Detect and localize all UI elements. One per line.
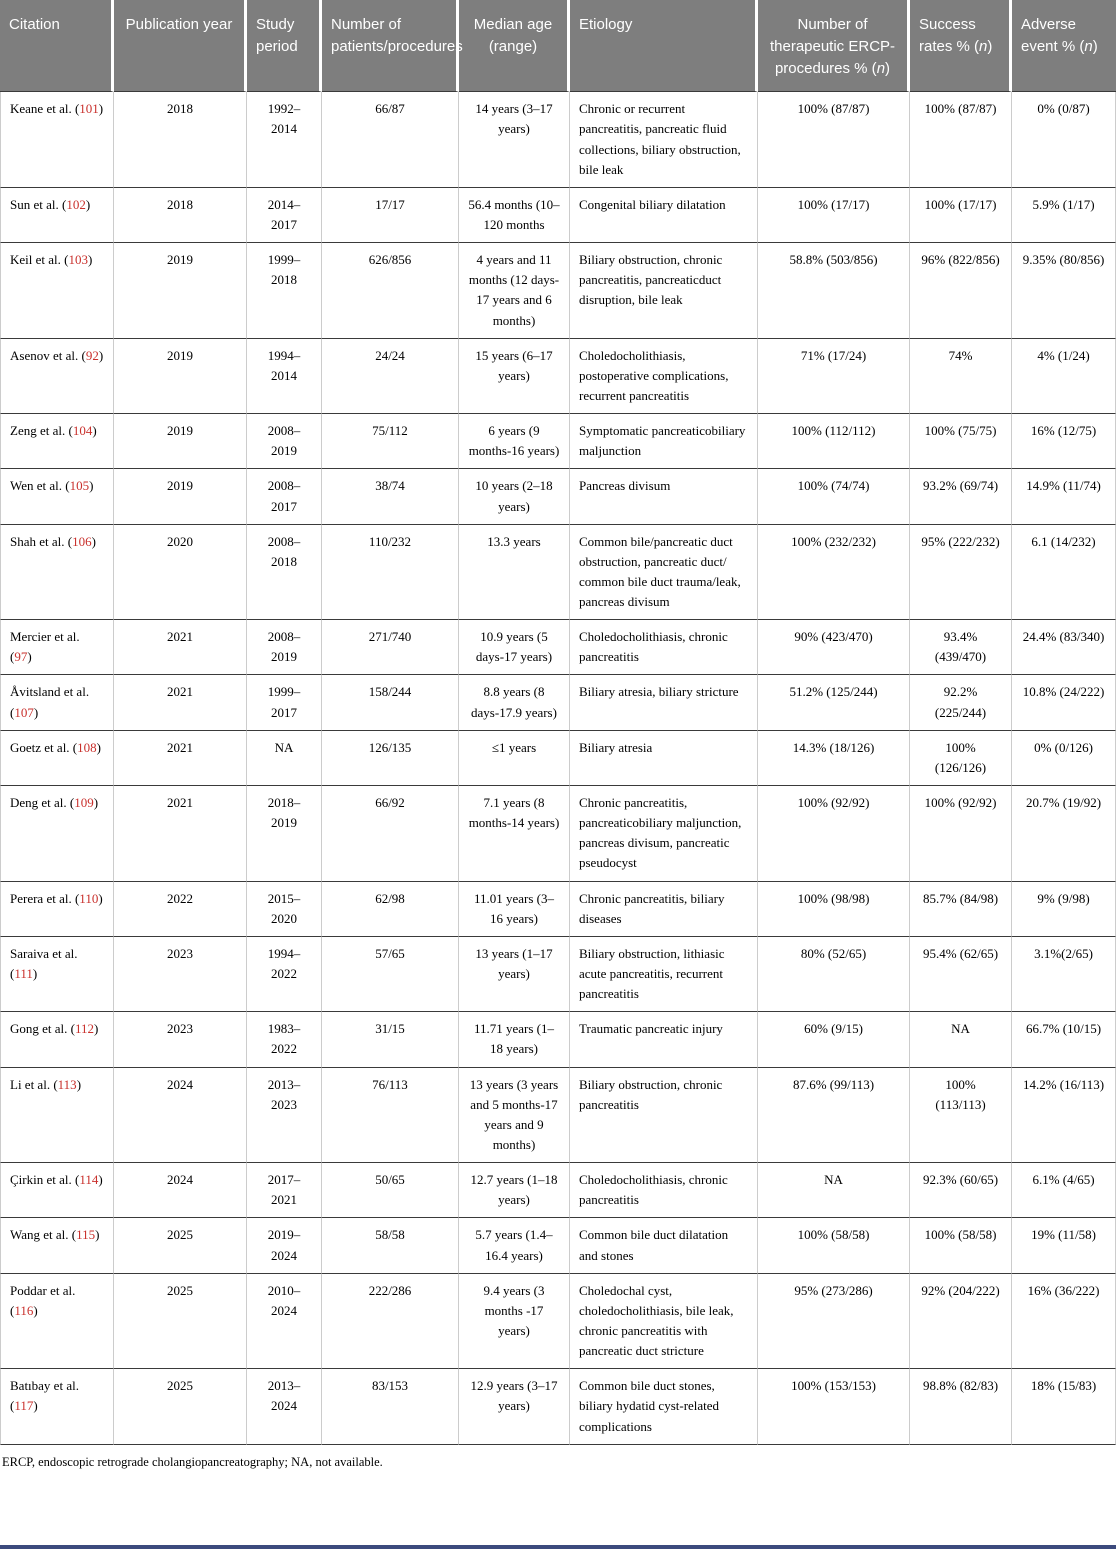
- etiology-cell: Traumatic pancreatic injury: [570, 1012, 758, 1067]
- success-rate-cell: 95% (222/232): [910, 525, 1012, 621]
- median-age-cell: 8.8 years (8 days-17.9 years): [459, 675, 570, 730]
- publication-year-cell: 2018: [114, 188, 247, 243]
- publication-year-cell: 2023: [114, 937, 247, 1012]
- publication-year-cell: 2019: [114, 414, 247, 469]
- therapeutic-ercp-cell: 100% (232/232): [758, 525, 910, 621]
- adverse-event-cell: 14.2% (16/113): [1012, 1068, 1116, 1164]
- patients-procedures-cell: 50/65: [322, 1163, 459, 1218]
- therapeutic-ercp-cell: 100% (17/17): [758, 188, 910, 243]
- column-header-period: Study period: [247, 0, 322, 92]
- publication-year-cell: 2024: [114, 1163, 247, 1218]
- median-age-cell: 6 years (9 months-16 years): [459, 414, 570, 469]
- citation-cell: Poddar et al. (116): [0, 1274, 114, 1370]
- success-rate-cell: 92.3% (60/65): [910, 1163, 1012, 1218]
- patients-procedures-cell: 31/15: [322, 1012, 459, 1067]
- median-age-cell: 5.7 years (1.4–16.4 years): [459, 1218, 570, 1273]
- citation-cell: Shah et al. (106): [0, 525, 114, 621]
- therapeutic-ercp-cell: 80% (52/65): [758, 937, 910, 1012]
- publication-year-cell: 2021: [114, 786, 247, 882]
- citation-cell: Deng et al. (109): [0, 786, 114, 882]
- median-age-cell: 15 years (6–17 years): [459, 339, 570, 414]
- therapeutic-ercp-cell: 60% (9/15): [758, 1012, 910, 1067]
- adverse-event-cell: 9% (9/98): [1012, 882, 1116, 937]
- table-row: [0, 525, 1116, 621]
- citation-cell: Wang et al. (115): [0, 1218, 114, 1273]
- median-age-cell: 9.4 years (3 months -17 years): [459, 1274, 570, 1370]
- table-footnote: ERCP, endoscopic retrograde cholangiopancreatography; NA, not available.: [2, 1454, 383, 1469]
- study-period-cell: 1999–2018: [247, 243, 322, 339]
- etiology-cell: Choledocholithiasis, chronic pancreatitis: [570, 1163, 758, 1218]
- column-header-patients: Number of patients/procedures: [322, 0, 459, 92]
- patients-procedures-cell: 57/65: [322, 937, 459, 1012]
- study-period-cell: 2008–2017: [247, 469, 322, 524]
- study-period-cell: 2013–2023: [247, 1068, 322, 1164]
- adverse-event-cell: 16% (36/222): [1012, 1274, 1116, 1370]
- median-age-cell: 56.4 months (10–120 months: [459, 188, 570, 243]
- success-rate-cell: 95.4% (62/65): [910, 937, 1012, 1012]
- patients-procedures-cell: 17/17: [322, 188, 459, 243]
- success-rate-cell: 85.7% (84/98): [910, 882, 1012, 937]
- therapeutic-ercp-cell: 51.2% (125/244): [758, 675, 910, 730]
- patients-procedures-cell: 626/856: [322, 243, 459, 339]
- median-age-cell: 12.7 years (1–18 years): [459, 1163, 570, 1218]
- column-header-success: Success rates % (n): [910, 0, 1012, 92]
- therapeutic-ercp-cell: 100% (98/98): [758, 882, 910, 937]
- median-age-cell: 13.3 years: [459, 525, 570, 621]
- citation-cell: Åvitsland et al. (107): [0, 675, 114, 730]
- citation-ref-link[interactable]: 104: [72, 423, 93, 439]
- adverse-event-cell: 0% (0/126): [1012, 731, 1116, 786]
- citation-ref-link[interactable]: 115: [76, 1227, 96, 1243]
- citation-cell: Keane et al. (101): [0, 92, 114, 188]
- publication-year-cell: 2020: [114, 525, 247, 621]
- table-head: [0, 0, 1116, 92]
- success-rate-cell: 100% (58/58): [910, 1218, 1012, 1273]
- success-rate-cell: 74%: [910, 339, 1012, 414]
- citation-cell: Wen et al. (105): [0, 469, 114, 524]
- success-rate-cell: 93.2% (69/74): [910, 469, 1012, 524]
- publication-year-cell: 2025: [114, 1218, 247, 1273]
- citation-ref-link[interactable]: 116: [14, 1302, 34, 1318]
- citation-ref-link[interactable]: 117: [14, 1398, 34, 1414]
- patients-procedures-cell: 66/87: [322, 92, 459, 188]
- etiology-cell: Biliary obstruction, lithiasic acute pancreatitis, recurrent pancreatitis: [570, 937, 758, 1012]
- etiology-cell: Chronic or recurrent pancreatitis, pancreatic fluid collections, biliary obstruction, bile leak: [570, 92, 758, 188]
- citation-cell: Li et al. (113): [0, 1068, 114, 1164]
- therapeutic-ercp-cell: NA: [758, 1163, 910, 1218]
- etiology-cell: Chronic pancreatitis, pancreaticobiliary maljunction, pancreas divisum, pancreatic pseudocyst: [570, 786, 758, 882]
- citation-cell: Zeng et al. (104): [0, 414, 114, 469]
- column-header-year: Publication year: [114, 0, 247, 92]
- etiology-cell: Biliary obstruction, chronic pancreatitis: [570, 1068, 758, 1164]
- table-row: [0, 882, 1116, 937]
- study-period-cell: 2019–2024: [247, 1218, 322, 1273]
- study-period-cell: 1983–2022: [247, 1012, 322, 1067]
- citation-ref-link[interactable]: 110: [79, 890, 99, 906]
- publication-year-cell: 2019: [114, 469, 247, 524]
- study-period-cell: 2018–2019: [247, 786, 322, 882]
- patients-procedures-cell: 62/98: [322, 882, 459, 937]
- success-rate-cell: 93.4% (439/470): [910, 620, 1012, 675]
- etiology-cell: Choledocholithiasis, chronic pancreatitis: [570, 620, 758, 675]
- column-header-age: Median age (range): [459, 0, 570, 92]
- patients-procedures-cell: 83/153: [322, 1369, 459, 1444]
- etiology-cell: Choledochal cyst, choledocholithiasis, bile leak, chronic pancreatitis with pancreatic duct stricture: [570, 1274, 758, 1370]
- citation-cell: Çirkin et al. (114): [0, 1163, 114, 1218]
- patients-procedures-cell: 66/92: [322, 786, 459, 882]
- study-period-cell: NA: [247, 731, 322, 786]
- publication-year-cell: 2018: [114, 92, 247, 188]
- page-bottom-bar: [0, 1545, 1116, 1549]
- median-age-cell: 10 years (2–18 years): [459, 469, 570, 524]
- table-row: [0, 469, 1116, 524]
- citation-ref-link[interactable]: 112: [74, 1021, 95, 1037]
- citation-ref-link[interactable]: 111: [14, 966, 33, 982]
- adverse-event-cell: 9.35% (80/856): [1012, 243, 1116, 339]
- median-age-cell: 10.9 years (5 days-17 years): [459, 620, 570, 675]
- citation-ref-link[interactable]: 101: [79, 101, 99, 117]
- therapeutic-ercp-cell: 100% (92/92): [758, 786, 910, 882]
- median-age-cell: 13 years (1–17 years): [459, 937, 570, 1012]
- success-rate-cell: 100% (75/75): [910, 414, 1012, 469]
- success-rate-cell: 92% (204/222): [910, 1274, 1012, 1370]
- citation-ref-link[interactable]: 106: [72, 533, 92, 549]
- therapeutic-ercp-cell: 100% (58/58): [758, 1218, 910, 1273]
- success-rate-cell: 98.8% (82/83): [910, 1369, 1012, 1444]
- patients-procedures-cell: 75/112: [322, 414, 459, 469]
- table-row: [0, 1012, 1116, 1067]
- therapeutic-ercp-cell: 90% (423/470): [758, 620, 910, 675]
- etiology-cell: Pancreas divisum: [570, 469, 758, 524]
- therapeutic-ercp-cell: 58.8% (503/856): [758, 243, 910, 339]
- publication-year-cell: 2019: [114, 339, 247, 414]
- median-age-cell: 4 years and 11 months (12 days-17 years and 6 months): [459, 243, 570, 339]
- table-row: [0, 414, 1116, 469]
- column-header-etiology: Etiology: [570, 0, 758, 92]
- median-age-cell: 13 years (3 years and 5 months-17 years and 9 months): [459, 1068, 570, 1164]
- adverse-event-cell: 0% (0/87): [1012, 92, 1116, 188]
- success-rate-cell: 96% (822/856): [910, 243, 1012, 339]
- citation-cell: Perera et al. (110): [0, 882, 114, 937]
- publication-year-cell: 2021: [114, 675, 247, 730]
- adverse-event-cell: 4% (1/24): [1012, 339, 1116, 414]
- therapeutic-ercp-cell: 100% (74/74): [758, 469, 910, 524]
- study-period-cell: 2014–2017: [247, 188, 322, 243]
- citation-cell: Batıbay et al. (117): [0, 1369, 114, 1444]
- table-row: [0, 1218, 1116, 1273]
- success-rate-cell: 100% (92/92): [910, 786, 1012, 882]
- column-header-ercp: Number of therapeutic ERCP-procedures % (n): [758, 0, 910, 92]
- study-period-cell: 2008–2019: [247, 414, 322, 469]
- etiology-cell: Common bile duct stones, biliary hydatid cyst-related complications: [570, 1369, 758, 1444]
- patients-procedures-cell: 58/58: [322, 1218, 459, 1273]
- citation-ref-link[interactable]: 97: [14, 649, 28, 665]
- citation-cell: Gong et al. (112): [0, 1012, 114, 1067]
- median-age-cell: 14 years (3–17 years): [459, 92, 570, 188]
- therapeutic-ercp-cell: 95% (273/286): [758, 1274, 910, 1370]
- study-period-cell: 2013–2024: [247, 1369, 322, 1444]
- etiology-cell: Choledocholithiasis, postoperative complications, recurrent pancreatitis: [570, 339, 758, 414]
- citation-cell: Asenov et al. (92): [0, 339, 114, 414]
- table-row: [0, 1163, 1116, 1218]
- study-period-cell: 1999–2017: [247, 675, 322, 730]
- patients-procedures-cell: 126/135: [322, 731, 459, 786]
- study-period-cell: 2015–2020: [247, 882, 322, 937]
- table-row: [0, 92, 1116, 188]
- table-row: [0, 1369, 1116, 1444]
- citation-ref-link[interactable]: 109: [74, 795, 94, 811]
- publication-year-cell: 2021: [114, 731, 247, 786]
- study-period-cell: 1994–2014: [247, 339, 322, 414]
- citation-ref-link[interactable]: 102: [66, 196, 86, 212]
- therapeutic-ercp-cell: 100% (112/112): [758, 414, 910, 469]
- adverse-event-cell: 6.1% (4/65): [1012, 1163, 1116, 1218]
- study-period-cell: 1992–2014: [247, 92, 322, 188]
- study-period-cell: 2008–2019: [247, 620, 322, 675]
- column-header-citation: Citation: [0, 0, 114, 92]
- table-row: [0, 620, 1116, 675]
- therapeutic-ercp-cell: 14.3% (18/126): [758, 731, 910, 786]
- etiology-cell: Congenital biliary dilatation: [570, 188, 758, 243]
- study-period-cell: 2008–2018: [247, 525, 322, 621]
- table-row: [0, 1274, 1116, 1370]
- citation-cell: Sun et al. (102): [0, 188, 114, 243]
- publication-year-cell: 2019: [114, 243, 247, 339]
- adverse-event-cell: 18% (15/83): [1012, 1369, 1116, 1444]
- adverse-event-cell: 14.9% (11/74): [1012, 469, 1116, 524]
- median-age-cell: 11.01 years (3–16 years): [459, 882, 570, 937]
- median-age-cell: ≤1 years: [459, 731, 570, 786]
- citation-ref-link[interactable]: 108: [77, 739, 97, 755]
- etiology-cell: Symptomatic pancreaticobiliary maljunction: [570, 414, 758, 469]
- success-rate-cell: 100% (17/17): [910, 188, 1012, 243]
- success-rate-cell: NA: [910, 1012, 1012, 1067]
- study-period-cell: 2010–2024: [247, 1274, 322, 1370]
- therapeutic-ercp-cell: 87.6% (99/113): [758, 1068, 910, 1164]
- etiology-cell: Common bile duct dilatation and stones: [570, 1218, 758, 1273]
- header-row: [0, 0, 1116, 92]
- citation-ref-link[interactable]: 103: [68, 252, 88, 268]
- citation-cell: Goetz et al. (108): [0, 731, 114, 786]
- adverse-event-cell: 19% (11/58): [1012, 1218, 1116, 1273]
- etiology-cell: Biliary obstruction, chronic pancreatitis, pancreaticduct disruption, bile leak: [570, 243, 758, 339]
- patients-procedures-cell: 76/113: [322, 1068, 459, 1164]
- publication-year-cell: 2022: [114, 882, 247, 937]
- citation-ref-link[interactable]: 92: [85, 347, 99, 363]
- success-rate-cell: 92.2% (225/244): [910, 675, 1012, 730]
- adverse-event-cell: 10.8% (24/222): [1012, 675, 1116, 730]
- citation-ref-link[interactable]: 107: [14, 704, 34, 720]
- patients-procedures-cell: 222/286: [322, 1274, 459, 1370]
- citation-cell: Keil et al. (103): [0, 243, 114, 339]
- etiology-cell: Common bile/pancreatic duct obstruction, pancreatic duct/ common bile duct trauma/leak, pancreas divisum: [570, 525, 758, 621]
- therapeutic-ercp-cell: 100% (87/87): [758, 92, 910, 188]
- patients-procedures-cell: 24/24: [322, 339, 459, 414]
- table-row: [0, 1068, 1116, 1164]
- patients-procedures-cell: 271/740: [322, 620, 459, 675]
- adverse-event-cell: 20.7% (19/92): [1012, 786, 1116, 882]
- adverse-event-cell: 5.9% (1/17): [1012, 188, 1116, 243]
- citation-ref-link[interactable]: 114: [79, 1172, 99, 1188]
- median-age-cell: 7.1 years (8 months-14 years): [459, 786, 570, 882]
- publication-year-cell: 2023: [114, 1012, 247, 1067]
- therapeutic-ercp-cell: 71% (17/24): [758, 339, 910, 414]
- citation-cell: Mercier et al. (97): [0, 620, 114, 675]
- success-rate-cell: 100% (87/87): [910, 92, 1012, 188]
- success-rate-cell: 100% (126/126): [910, 731, 1012, 786]
- table-row: [0, 786, 1116, 882]
- success-rate-cell: 100% (113/113): [910, 1068, 1012, 1164]
- study-period-cell: 2017–2021: [247, 1163, 322, 1218]
- table-row: [0, 675, 1116, 730]
- adverse-event-cell: 16% (12/75): [1012, 414, 1116, 469]
- table-row: [0, 243, 1116, 339]
- column-header-adverse: Adverse event % (n): [1012, 0, 1116, 92]
- adverse-event-cell: 24.4% (83/340): [1012, 620, 1116, 675]
- therapeutic-ercp-cell: 100% (153/153): [758, 1369, 910, 1444]
- patients-procedures-cell: 38/74: [322, 469, 459, 524]
- etiology-cell: Chronic pancreatitis, biliary diseases: [570, 882, 758, 937]
- table-row: [0, 937, 1116, 1012]
- table-row: [0, 731, 1116, 786]
- adverse-event-cell: 66.7% (10/15): [1012, 1012, 1116, 1067]
- citation-ref-link[interactable]: 105: [69, 478, 90, 494]
- median-age-cell: 12.9 years (3–17 years): [459, 1369, 570, 1444]
- citation-cell: Saraiva et al. (111): [0, 937, 114, 1012]
- publication-year-cell: 2025: [114, 1369, 247, 1444]
- table-row: [0, 188, 1116, 243]
- adverse-event-cell: 3.1%(2/65): [1012, 937, 1116, 1012]
- adverse-event-cell: 6.1 (14/232): [1012, 525, 1116, 621]
- study-period-cell: 1994–2022: [247, 937, 322, 1012]
- publication-year-cell: 2024: [114, 1068, 247, 1164]
- table-body: [0, 92, 1116, 1444]
- publication-year-cell: 2025: [114, 1274, 247, 1370]
- citation-ref-link[interactable]: 113: [57, 1076, 77, 1092]
- table-row: [0, 339, 1116, 414]
- patients-procedures-cell: 158/244: [322, 675, 459, 730]
- publication-year-cell: 2021: [114, 620, 247, 675]
- etiology-cell: Biliary atresia: [570, 731, 758, 786]
- median-age-cell: 11.71 years (1–18 years): [459, 1012, 570, 1067]
- patients-procedures-cell: 110/232: [322, 525, 459, 621]
- etiology-cell: Biliary atresia, biliary stricture: [570, 675, 758, 730]
